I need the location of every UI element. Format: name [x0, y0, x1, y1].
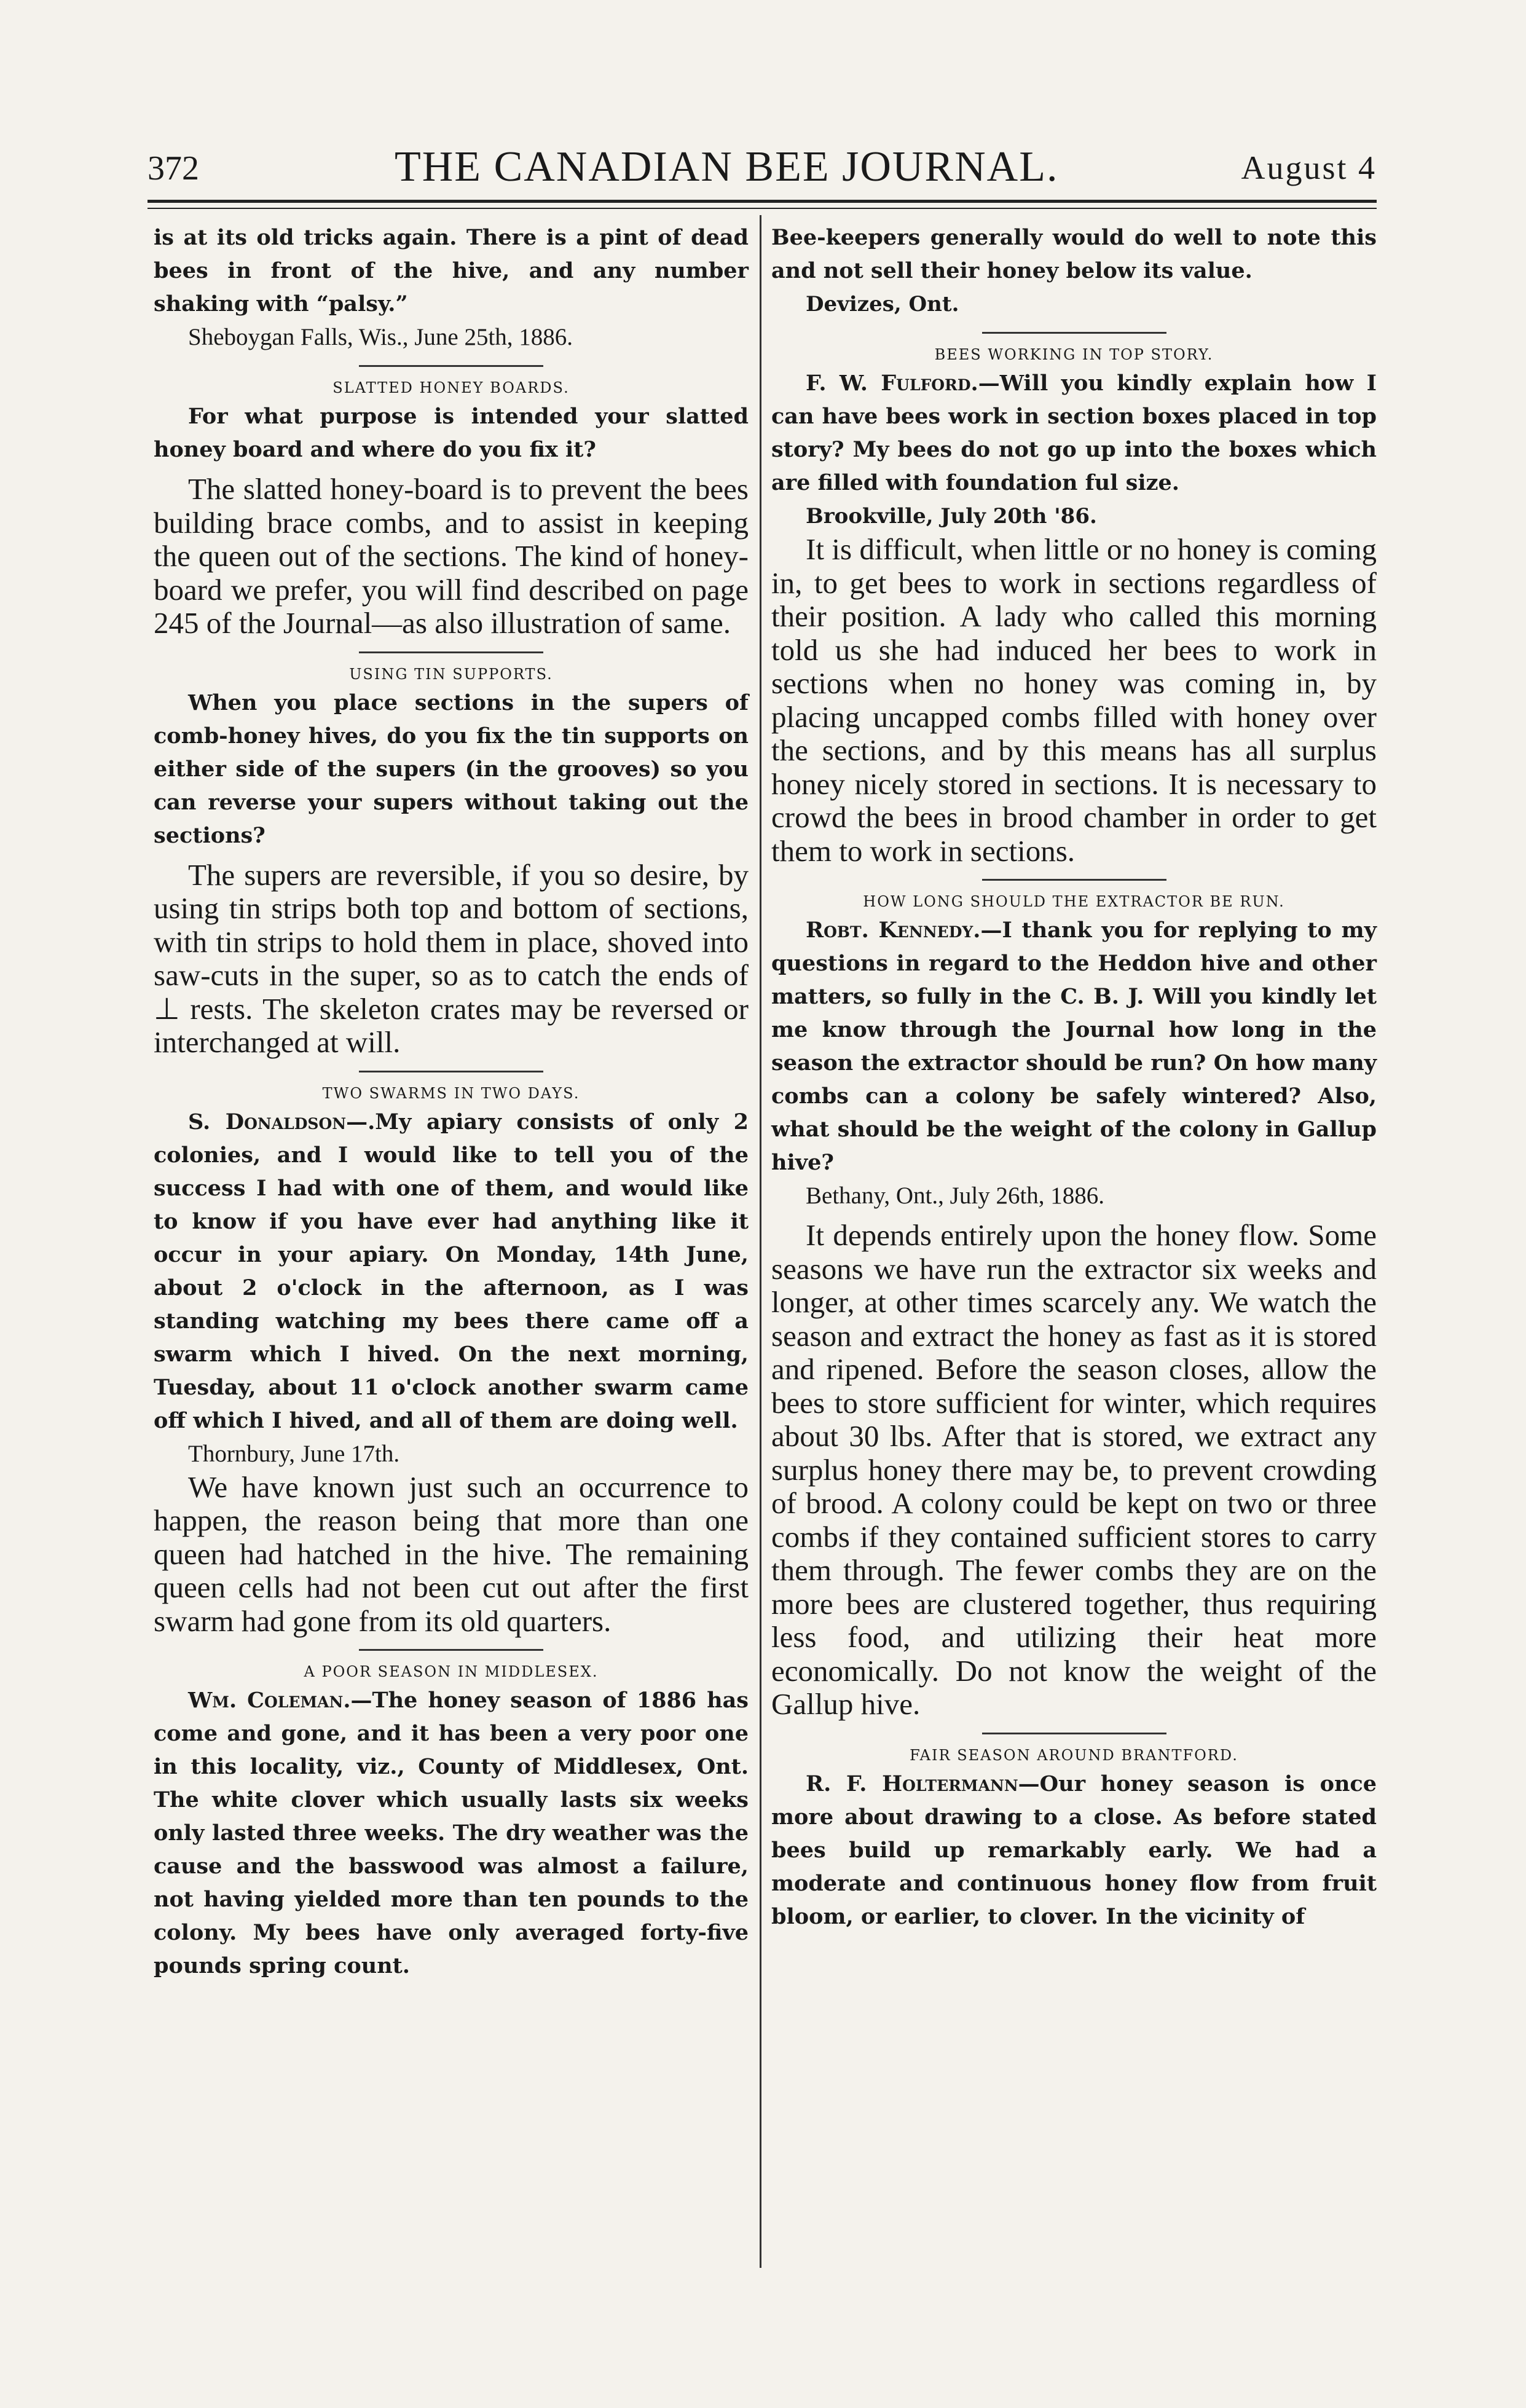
intro-text: Bee-keepers generally would do well to note this and not sell their honey below its value. [771, 225, 1377, 283]
answer-text: It depends entirely upon the honey flow. Some seasons we have run the extractor six weeks and longer, at other times scarcely any. We watch the season and extract the honey as fast as it is stored and ripened. Before the season closes, allow the bees to store sufficient for winter, which requires about 30 lbs. After that is stored, we extract any surplus honey there may be, to prevent crowding of brood. A colony could be kept on two or three combs if they contained sufficient stores to carry them through. The fewer combs they are on the more bees are clustered together, thus requiring less food, and utilizing their heat more economically. Do not know the weight of the Gallup hive. [771, 1218, 1377, 1721]
page-header [147, 143, 1377, 198]
section-separator [359, 365, 543, 367]
correspondent-name: Robt. Kennedy [806, 918, 973, 943]
letter-body: —.My apiary consists of only 2 colonies, and I would like to tell you of the success I had with one of them, and would like to know if you have ever had anything like it occur in your apiary. On Monday, 14th June, about 2 o'clock in the afternoon, as I was standing watching my bees there came off a swarm which I hived. On the next morning, Tuesday, about 11 o'clock another swarm came off which I hived, and all of them are doing well. [154, 1109, 749, 1433]
section-separator [982, 332, 1166, 334]
question-text: For what purpose is intended your slatted honey board and where do you fix it? [154, 404, 749, 462]
section-separator [359, 1649, 543, 1651]
answer-text: The slatted honey-board is to prevent the bees building brace combs, and to assist in keeping the queen out of the sections. The kind of honey-board we prefer, you will find described on page 245 of the Journal—as also illustration of same. [154, 472, 749, 640]
answer-text: It is difficult, when little or no honey is coming in, to get bees to work in sections regardless of their position. A lady who called this morning told us she had induced her bees to work in sections when no honey was coming in, by placing uncapped combs filled with honey over the sections, and by this means has all surplus honey nicely stored in sections. It is necessary to crowd the bees in brood chamber in order to get them to work in sections. [771, 532, 1377, 868]
section-heading: SLATTED HONEY BOARDS. [332, 379, 570, 396]
correspondent-name: S. Donaldson [188, 1109, 347, 1135]
letter-body: .—Will you kindly explain how I can have bees work in section boxes placed in top story? My bees do not go up into the boxes which are filled with foundation ful size. [771, 371, 1377, 495]
letter-dateline: Brookville, July 20th '86. [806, 504, 1097, 529]
issue-date: August 4 [1241, 149, 1377, 186]
section-heading: BEES WORKING IN TOP STORY. [934, 346, 1214, 363]
intro-dateline: Devizes, Ont. [806, 292, 959, 317]
header-rule [147, 200, 1377, 203]
header-rule-thin [147, 208, 1377, 209]
correspondent-name: F. W. Fulford [806, 371, 971, 396]
section-heading: HOW LONG SHOULD THE EXTRACTOR BE RUN. [863, 893, 1285, 910]
section-separator [359, 1071, 543, 1072]
letter-dateline: Thornbury, June 17th. [188, 1440, 400, 1467]
correspondent-name: R. F. Holtermann [806, 1771, 1018, 1796]
column-divider [760, 215, 761, 2268]
section-separator [982, 1733, 1166, 1734]
letter-text [154, 1106, 749, 1438]
right-column [771, 221, 1377, 1934]
section-separator [982, 879, 1166, 881]
section-heading: TWO SWARMS IN TWO DAYS. [322, 1084, 580, 1102]
left-column [154, 221, 749, 1983]
letter-text [771, 1768, 1377, 1934]
correspondent-name: Wm. Coleman [188, 1688, 344, 1713]
answer-text: The supers are reversible, if you so desire, by using tin strips both top and bottom of sections, with tin strips to hold them in place, shoved into saw-cuts in the super, so as to catch the ends of ⊥ rests. The skeleton crates may be reversed or interchanged at will. [154, 857, 749, 1059]
page-number: 372 [147, 149, 199, 187]
section-separator [359, 651, 543, 653]
question-text: When you place sections in the supers of comb-honey hives, do you fix the tin supports on either side of the supers (in the grooves) so you can reverse your supers without taking out the sections? [154, 690, 749, 848]
letter-text [771, 914, 1377, 1179]
section-heading: FAIR SEASON AROUND BRANTFORD. [910, 1746, 1238, 1764]
intro-dateline: Sheboygan Falls, Wis., June 25th, 1886. [188, 324, 573, 350]
section-heading: USING TIN SUPPORTS. [349, 665, 553, 683]
section-heading: A POOR SEASON IN MIDDLESEX. [304, 1663, 599, 1680]
letter-text [771, 367, 1377, 500]
intro-text: is at its old tricks again. There is a pint of dead bees in front of the hive, and any number shaking with “palsy.” [154, 225, 749, 317]
letter-text [154, 1684, 749, 1983]
answer-text: We have known just such an occurrence to happen, the reason being that more than one queen had hatched in the hive. The remaining queen cells had not been cut out after the first swarm had gone from its old quarters. [154, 1470, 749, 1638]
letter-dateline: Bethany, Ont., July 26th, 1886. [806, 1182, 1105, 1209]
letter-body: —Our honey season is once more about drawing to a close. As before stated bees build up remarkably early. We had a moderate and continuous honey flow from fruit bloom, or earlier, to clover. In the vicinity of [771, 1771, 1377, 1929]
letter-body: .—The honey season of 1886 has come and gone, and it has been a very poor one in this locality, viz., County of Middlesex, Ont. The white clover which usually lasts six weeks only lasted three weeks. The dry weather was the cause and the basswood was almost a failure, not having yielded more than ten pounds to the colony. My bees have only averaged forty-five pounds spring count. [154, 1688, 749, 1978]
journal-title: THE CANADIAN BEE JOURNAL. [395, 143, 1059, 191]
letter-body: .—I thank you for replying to my questions in regard to the Heddon hive and other matters, so fully in the C. B. J. Will you kindly let me know through the Journal how long in the season the extractor should be run? On how many combs can a colony be safely wintered? Also, what should be the weight of the colony in Gallup hive? [771, 918, 1377, 1175]
